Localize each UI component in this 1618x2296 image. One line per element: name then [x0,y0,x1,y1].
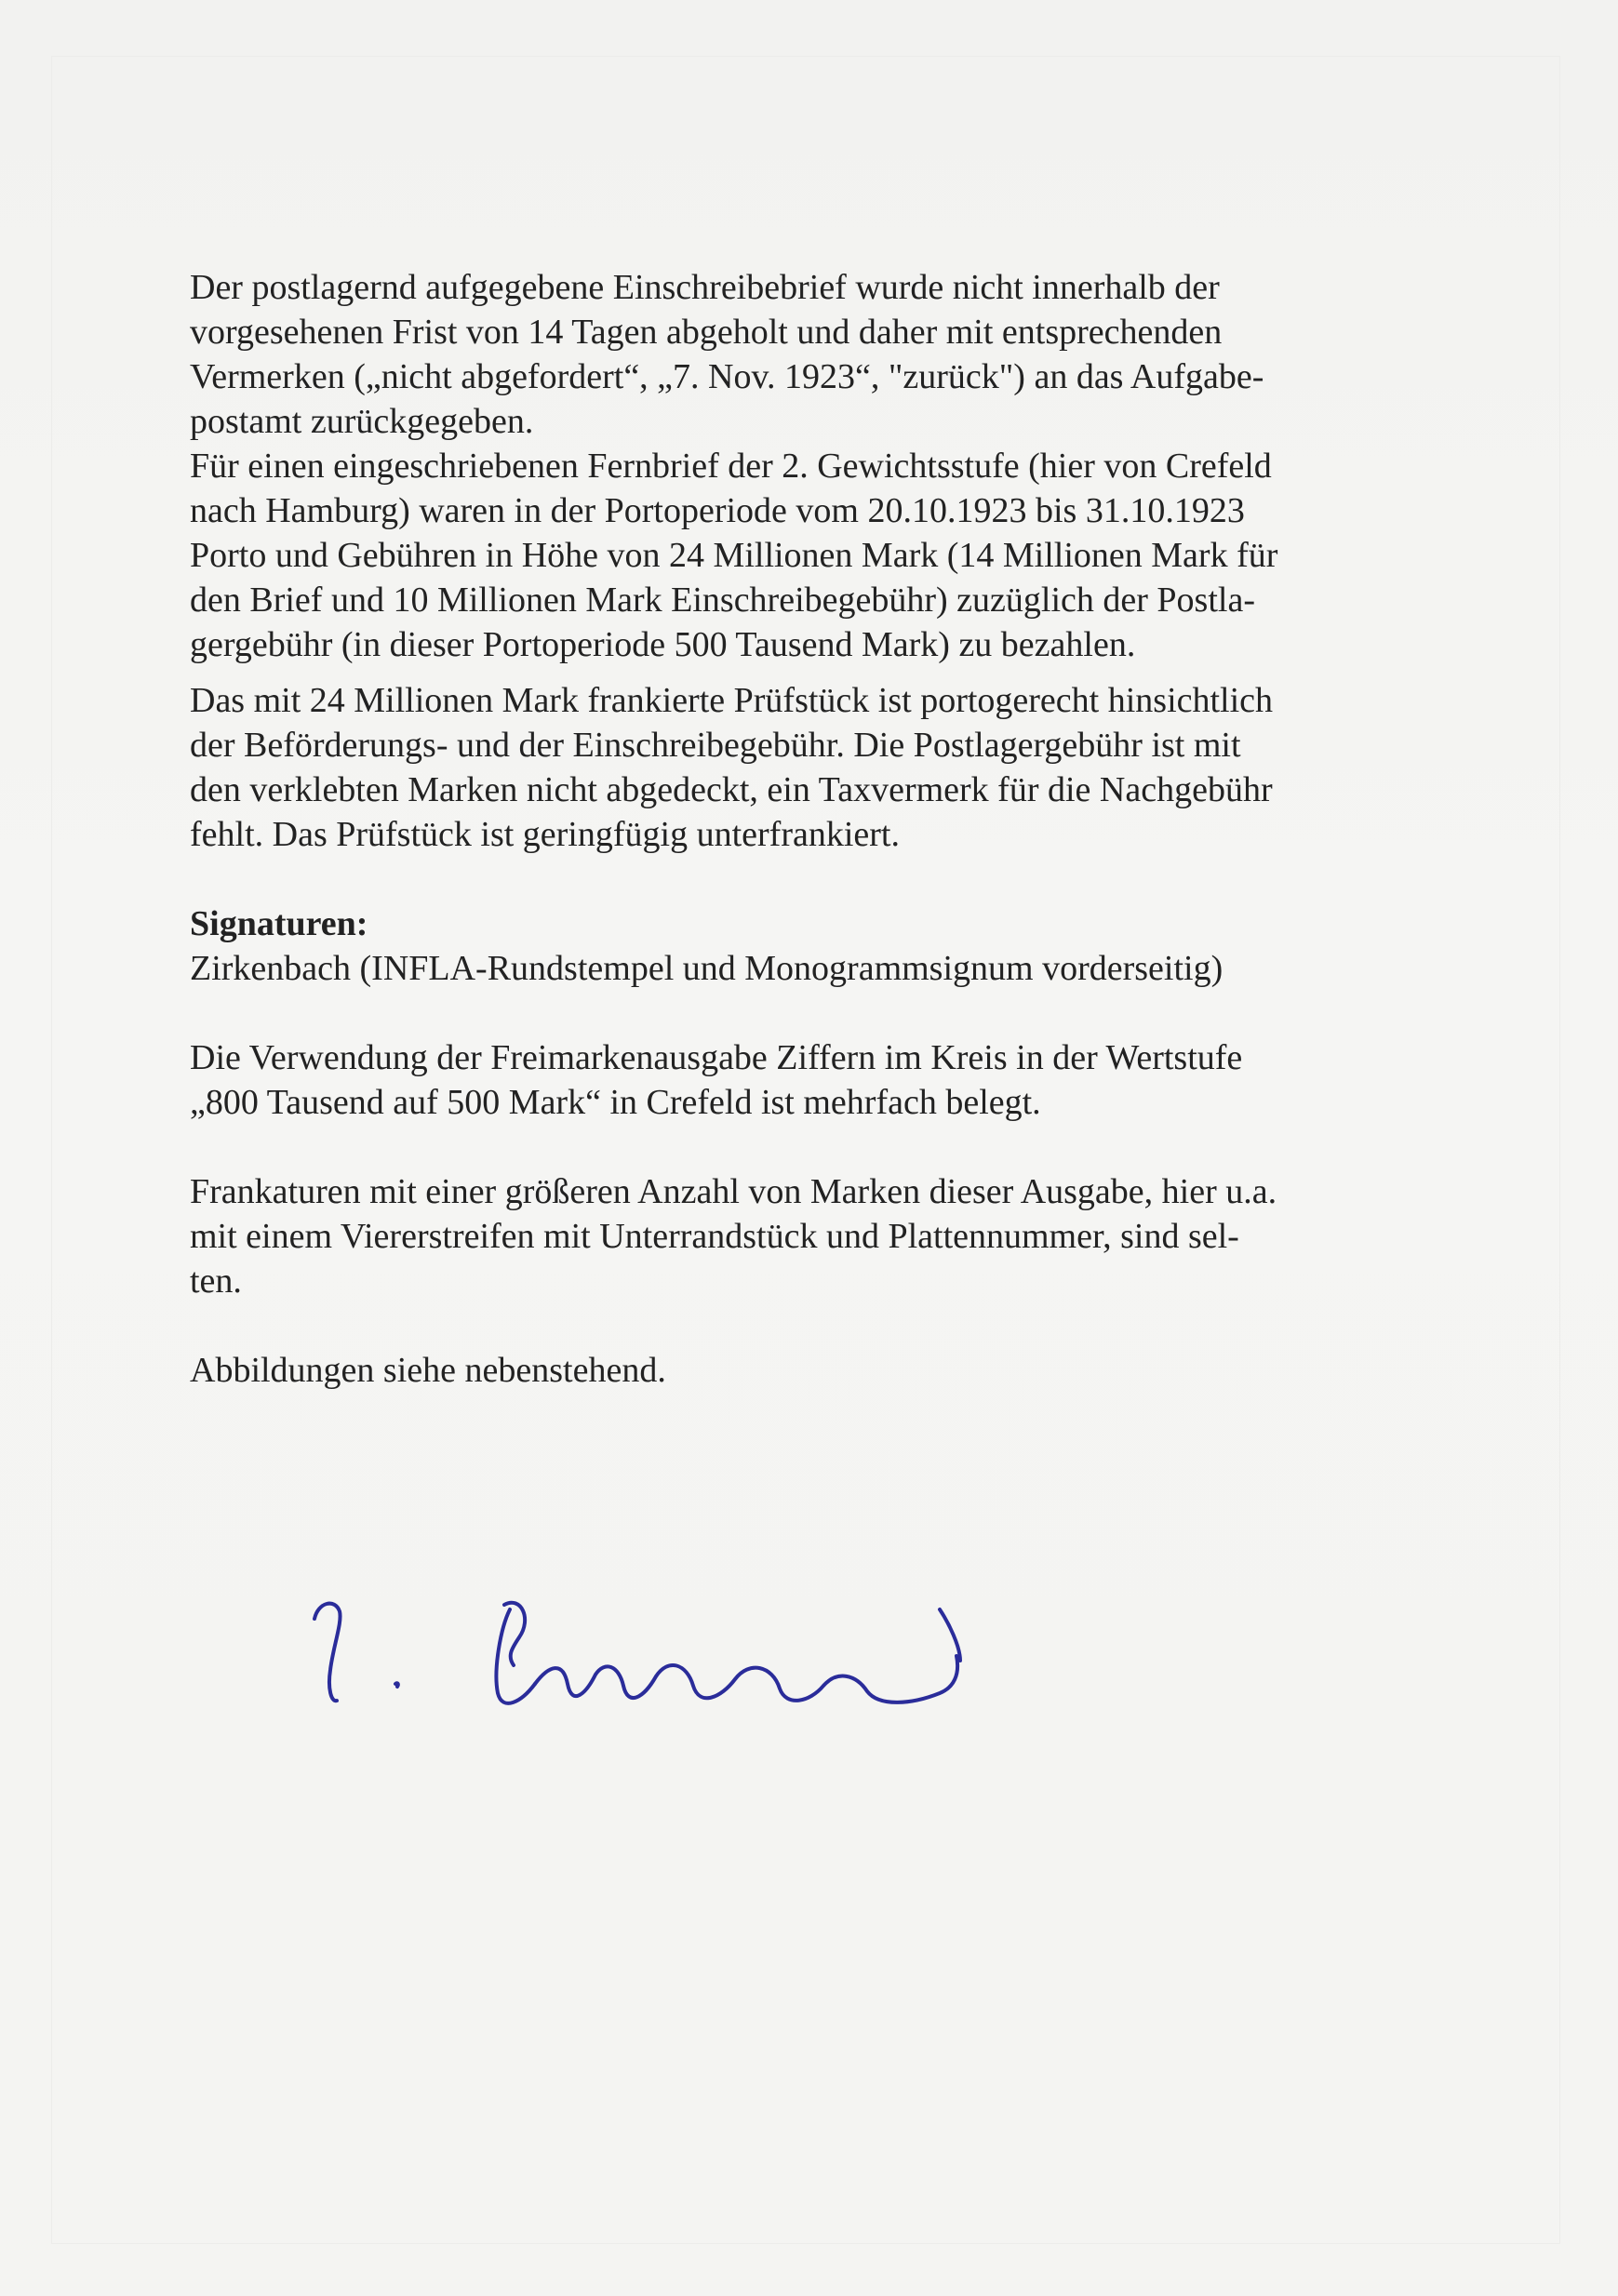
signatures-text: Zirkenbach (INFLA-Rundstempel und Monogrammsignum vorderseitig) [190,949,1224,988]
signature-stroke [496,1609,535,1703]
handwritten-signature [298,1582,1061,1740]
text-line: ten. [190,1261,242,1301]
paragraph-3 [190,678,1511,857]
text-line: Das mit 24 Millionen Mark frankierte Prüfstück ist portogerecht hinsichtlich [190,681,1274,720]
signatures-heading: Signaturen: [190,904,368,943]
text-line: Der postlagernd aufgegebene Einschreibebrief wurde nicht innerhalb der [190,268,1220,307]
text-line: „800 Tausend auf 500 Mark“ in Crefeld ist mehrfach belegt. [190,1083,1041,1122]
text-line: Frankaturen mit einer größeren Anzahl von Marken dieser Ausgabe, hier u.a. [190,1172,1277,1211]
text-line: Porto und Gebühren in Höhe von 24 Millionen Mark (14 Millionen Mark für [190,536,1278,575]
text-line: Vermerken („nicht abgefordert“, „7. Nov. 1923“, "zurück") an das Aufgabe- [190,357,1264,396]
paragraph-5 [190,1169,1511,1303]
expertise-text [190,265,1511,1393]
signature-stroke [395,1683,398,1687]
closing-line: Abbildungen siehe nebenstehend. [190,1351,666,1390]
text-line: den verklebten Marken nicht abgedeckt, ein Taxvermerk für die Nachgebühr [190,770,1273,809]
text-line: der Beförderungs- und der Einschreibegebühr. Die Postlagergebühr ist mit [190,726,1241,765]
text-line: gergebühr (in dieser Portoperiode 500 Tausend Mark) zu bezahlen. [190,625,1136,664]
text-line: Die Verwendung der Freimarkenausgabe Ziffern im Kreis in der Wertstufe [190,1038,1243,1077]
text-line: vorgesehenen Frist von 14 Tagen abgeholt und daher mit entsprechenden [190,313,1223,352]
text-line: mit einem Viererstreifen mit Unterrandstück und Plattennummer, sind sel- [190,1217,1239,1256]
signature-stroke [535,1656,957,1702]
text-line: den Brief und 10 Millionen Mark Einschreibegebühr) zuzüglich der Postla- [190,581,1255,620]
paragraph-2 [190,444,1511,667]
text-line: nach Hamburg) waren in der Portoperiode vom 20.10.1923 bis 31.10.1923 [190,491,1245,530]
paragraph-1 [190,265,1511,444]
paragraph-4 [190,1035,1511,1125]
text-line: fehlt. Das Prüfstück ist geringfügig unterfrankiert. [190,815,900,854]
text-line: Für einen eingeschriebenen Fernbrief der 2. Gewichtsstufe (hier von Crefeld [190,447,1272,486]
signature-stroke [314,1604,341,1702]
signature-stroke [940,1609,960,1661]
text-line: postamt zurückgegeben. [190,402,534,441]
